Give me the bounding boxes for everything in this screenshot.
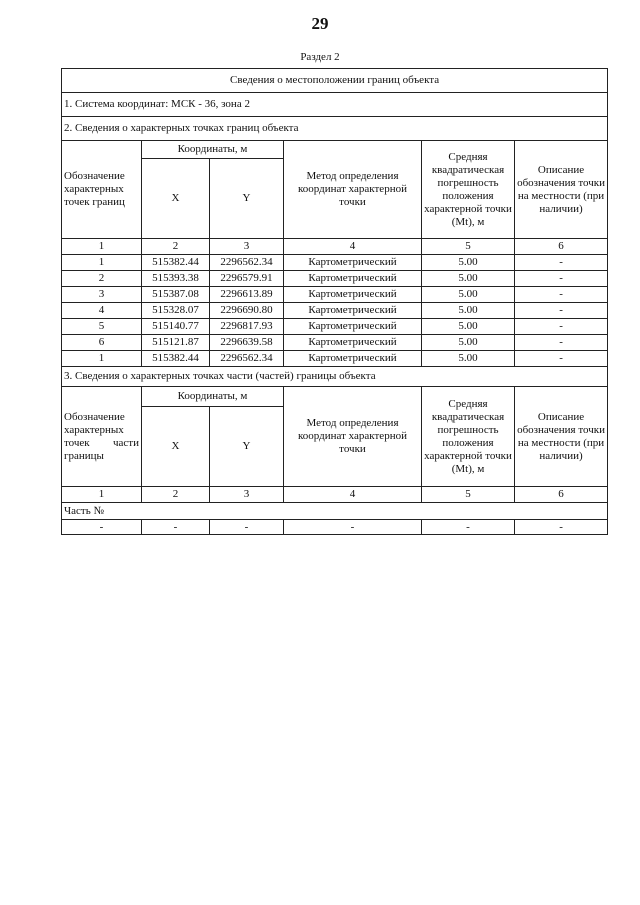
header-designation-line [64, 437, 139, 450]
coordinate-system: 1. Система координат: МСК - 36, зона 2 [62, 93, 608, 117]
part-cell: - [62, 520, 142, 535]
header-designation-word: части [113, 436, 139, 449]
part-cell: - [142, 520, 210, 535]
column-number: 2 [142, 487, 210, 503]
column-number: 3 [210, 239, 284, 255]
header-designation-parts [62, 387, 142, 487]
header-designation-line: Обозначение [64, 410, 125, 423]
column-number: 1 [62, 487, 142, 503]
point-number: 6 [62, 335, 142, 351]
point-description: - [515, 335, 608, 351]
part-cell: - [210, 520, 284, 535]
point-error: 5.00 [422, 335, 515, 351]
point-y: 2296690.80 [210, 303, 284, 319]
points-heading: 2. Сведения о характерных точках границ объекта [62, 117, 608, 141]
point-error: 5.00 [422, 287, 515, 303]
table-row [62, 271, 608, 287]
point-error: 5.00 [422, 271, 515, 287]
point-error: 5.00 [422, 351, 515, 367]
point-description: - [515, 271, 608, 287]
column-number: 6 [515, 487, 608, 503]
table-row [62, 303, 608, 319]
header-designation-line: характерных [64, 423, 124, 436]
point-number: 1 [62, 255, 142, 271]
point-number: 1 [62, 351, 142, 367]
header-designation-word: точек [64, 436, 90, 449]
column-numbers-row [62, 487, 608, 503]
header-description: Описание обозначения точки на местности (при наличии) [515, 387, 608, 487]
point-description: - [515, 287, 608, 303]
header-error: Средняя квадратическая погрешность положения характерной точки (Mt), м [422, 141, 515, 239]
point-x: 515387.08 [142, 287, 210, 303]
header-designation-line: границы [64, 449, 104, 462]
parts-heading: 3. Сведения о характерных точках части (частей) границы объекта [62, 367, 608, 387]
point-method: Картометрический [284, 303, 422, 319]
column-number: 4 [284, 239, 422, 255]
part-cell: - [515, 520, 608, 535]
table-row [62, 255, 608, 271]
point-y: 2296639.58 [210, 335, 284, 351]
point-number: 5 [62, 319, 142, 335]
header-y: Y [210, 159, 284, 239]
point-x: 515140.77 [142, 319, 210, 335]
part-cell: - [284, 520, 422, 535]
point-x: 515382.44 [142, 351, 210, 367]
table-row [62, 287, 608, 303]
point-method: Картометрический [284, 335, 422, 351]
point-method: Картометрический [284, 319, 422, 335]
point-y: 2296562.34 [210, 255, 284, 271]
table-title: Сведения о местоположении границ объекта [62, 69, 608, 93]
column-numbers-row [62, 239, 608, 255]
header-coordinates: Координаты, м [142, 387, 284, 407]
point-method: Картометрический [284, 351, 422, 367]
point-number: 2 [62, 271, 142, 287]
point-error: 5.00 [422, 319, 515, 335]
point-description: - [515, 255, 608, 271]
table-row [62, 520, 608, 535]
point-x: 515382.44 [142, 255, 210, 271]
table-row [62, 335, 608, 351]
point-method: Картометрический [284, 271, 422, 287]
header-designation: Обозначение характерных точек границ [62, 141, 142, 239]
header-x: X [142, 407, 210, 487]
part-cell: - [422, 520, 515, 535]
header-method: Метод определения координат характерной точки [284, 141, 422, 239]
point-x: 515393.38 [142, 271, 210, 287]
point-method: Картометрический [284, 255, 422, 271]
point-description: - [515, 351, 608, 367]
column-number: 5 [422, 487, 515, 503]
header-error: Средняя квадратическая погрешность положения характерной точки (Mt), м [422, 387, 515, 487]
point-number: 4 [62, 303, 142, 319]
header-x: X [142, 159, 210, 239]
column-number: 4 [284, 487, 422, 503]
point-description: - [515, 319, 608, 335]
boundary-table [61, 68, 608, 535]
point-number: 3 [62, 287, 142, 303]
section-title: Раздел 2 [300, 51, 340, 63]
point-x: 515121.87 [142, 335, 210, 351]
point-error: 5.00 [422, 255, 515, 271]
point-description: - [515, 303, 608, 319]
part-label: Часть № [62, 503, 608, 520]
point-y: 2296562.34 [210, 351, 284, 367]
column-number: 6 [515, 239, 608, 255]
point-y: 2296613.89 [210, 287, 284, 303]
point-y: 2296579.91 [210, 271, 284, 287]
table-row [62, 319, 608, 335]
column-number: 3 [210, 487, 284, 503]
header-coordinates: Координаты, м [142, 141, 284, 159]
point-y: 2296817.93 [210, 319, 284, 335]
point-x: 515328.07 [142, 303, 210, 319]
header-description: Описание обозначения точки на местности (при наличии) [515, 141, 608, 239]
table-row [62, 351, 608, 367]
column-number: 1 [62, 239, 142, 255]
column-number: 2 [142, 239, 210, 255]
page-number: 29 [311, 14, 329, 33]
point-error: 5.00 [422, 303, 515, 319]
column-number: 5 [422, 239, 515, 255]
point-method: Картометрический [284, 287, 422, 303]
header-method: Метод определения координат характерной точки [284, 387, 422, 487]
header-y: Y [210, 407, 284, 487]
